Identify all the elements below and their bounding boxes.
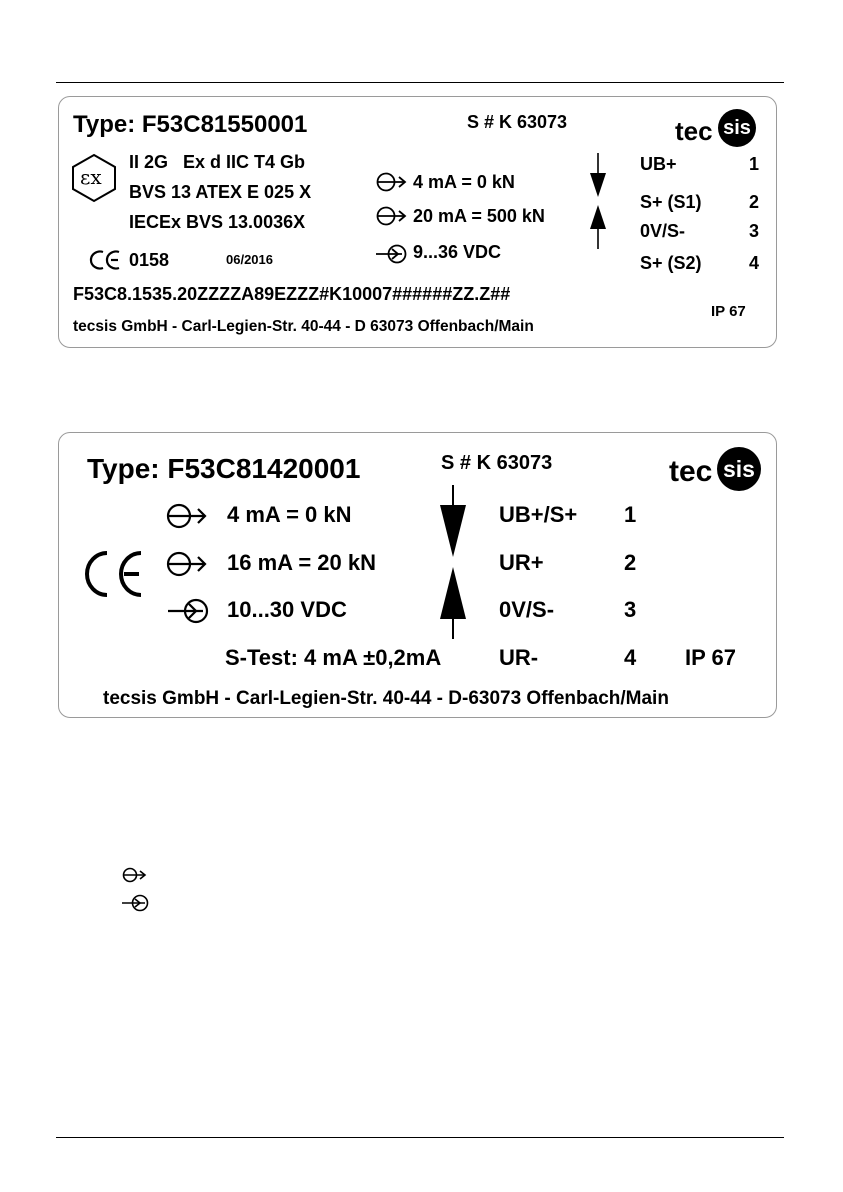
atex-line-3: IECEx BVS 13.0036X bbox=[129, 212, 306, 232]
pin-num-4: 4 bbox=[749, 253, 760, 273]
serial-number: S # K 63073 bbox=[467, 112, 568, 132]
signal-low: 4 mA = 0 kN bbox=[413, 172, 515, 192]
tecsis-logo: tec sis bbox=[669, 445, 769, 493]
force-arrow-down-icon bbox=[438, 485, 468, 557]
order-code: F53C8.1535.20ZZZZA89EZZZ#K10007######ZZ.Z## bbox=[73, 284, 511, 304]
pin-num-3: 3 bbox=[624, 597, 637, 622]
footer-rule bbox=[56, 1137, 784, 1138]
type-number: Type: F53C81550001 bbox=[73, 111, 308, 138]
type-label-2 bbox=[58, 432, 777, 718]
pin-num-1: 1 bbox=[624, 502, 637, 527]
pin-num-2: 2 bbox=[749, 192, 760, 212]
pin-name-1: UB+/S+ bbox=[499, 502, 578, 527]
ce-number: 0158 bbox=[129, 250, 170, 270]
type-number: Type: F53C81420001 bbox=[87, 453, 361, 484]
input-arrow-icon bbox=[375, 243, 409, 265]
ip-rating: IP 67 bbox=[685, 645, 736, 670]
output-arrow-icon bbox=[375, 205, 409, 227]
ip-rating: IP 67 bbox=[711, 303, 746, 320]
output-arrow-icon bbox=[375, 171, 409, 193]
output-arrow-icon bbox=[165, 550, 209, 578]
pin-num-2: 2 bbox=[624, 550, 637, 575]
pin-name-4: S+ (S2) bbox=[640, 253, 702, 273]
force-arrow-down-icon bbox=[588, 153, 608, 197]
ce-mark-icon bbox=[89, 249, 123, 271]
force-arrow-up-icon bbox=[588, 205, 608, 249]
pin-name-2: S+ (S1) bbox=[640, 192, 702, 212]
tecsis-logo: tec sis bbox=[675, 109, 765, 149]
self-test-spec: S-Test: 4 mA ±0,2mA bbox=[225, 645, 442, 670]
manufacturer-address: tecsis GmbH - Carl-Legien-Str. 40-44 - D-63073 Offenbach/Main bbox=[103, 688, 669, 709]
pin-name-3: 0V/S- bbox=[640, 221, 686, 241]
signal-high: 16 mA = 20 kN bbox=[227, 550, 376, 575]
ce-mark-icon bbox=[81, 549, 145, 599]
input-arrow-icon bbox=[167, 597, 211, 625]
pin-name-1: UB+ bbox=[640, 154, 677, 174]
manufacturer-address: tecsis GmbH - Carl-Legien-Str. 40-44 - D 63073 Offenbach/Main bbox=[73, 318, 534, 335]
input-arrow-icon bbox=[121, 894, 151, 912]
pin-name-2: UR+ bbox=[499, 550, 544, 575]
supply-voltage: 10...30 VDC bbox=[227, 597, 347, 622]
serial-number: S # K 63073 bbox=[441, 452, 553, 474]
pin-name-4: UR- bbox=[499, 645, 539, 670]
output-arrow-icon bbox=[165, 502, 209, 530]
ex-mark: εx bbox=[80, 165, 102, 189]
supply-voltage: 9...36 VDC bbox=[413, 242, 502, 262]
pin-name-3: 0V/S- bbox=[499, 597, 555, 622]
pin-num-1: 1 bbox=[749, 154, 760, 174]
manufacture-date: 06/2016 bbox=[226, 252, 273, 267]
output-arrow-icon bbox=[122, 867, 148, 883]
force-arrow-up-icon bbox=[438, 567, 468, 639]
atex-line-2: BVS 13 ATEX E 025 X bbox=[129, 182, 312, 202]
atex-line-1: II 2G Ex d IIC T4 Gb bbox=[129, 152, 306, 172]
pin-num-4: 4 bbox=[624, 645, 637, 670]
type-label-1 bbox=[58, 96, 777, 348]
signal-high: 20 mA = 500 kN bbox=[413, 206, 545, 226]
header-rule bbox=[56, 82, 784, 83]
pin-num-3: 3 bbox=[749, 221, 760, 241]
signal-low: 4 mA = 0 kN bbox=[227, 502, 352, 527]
